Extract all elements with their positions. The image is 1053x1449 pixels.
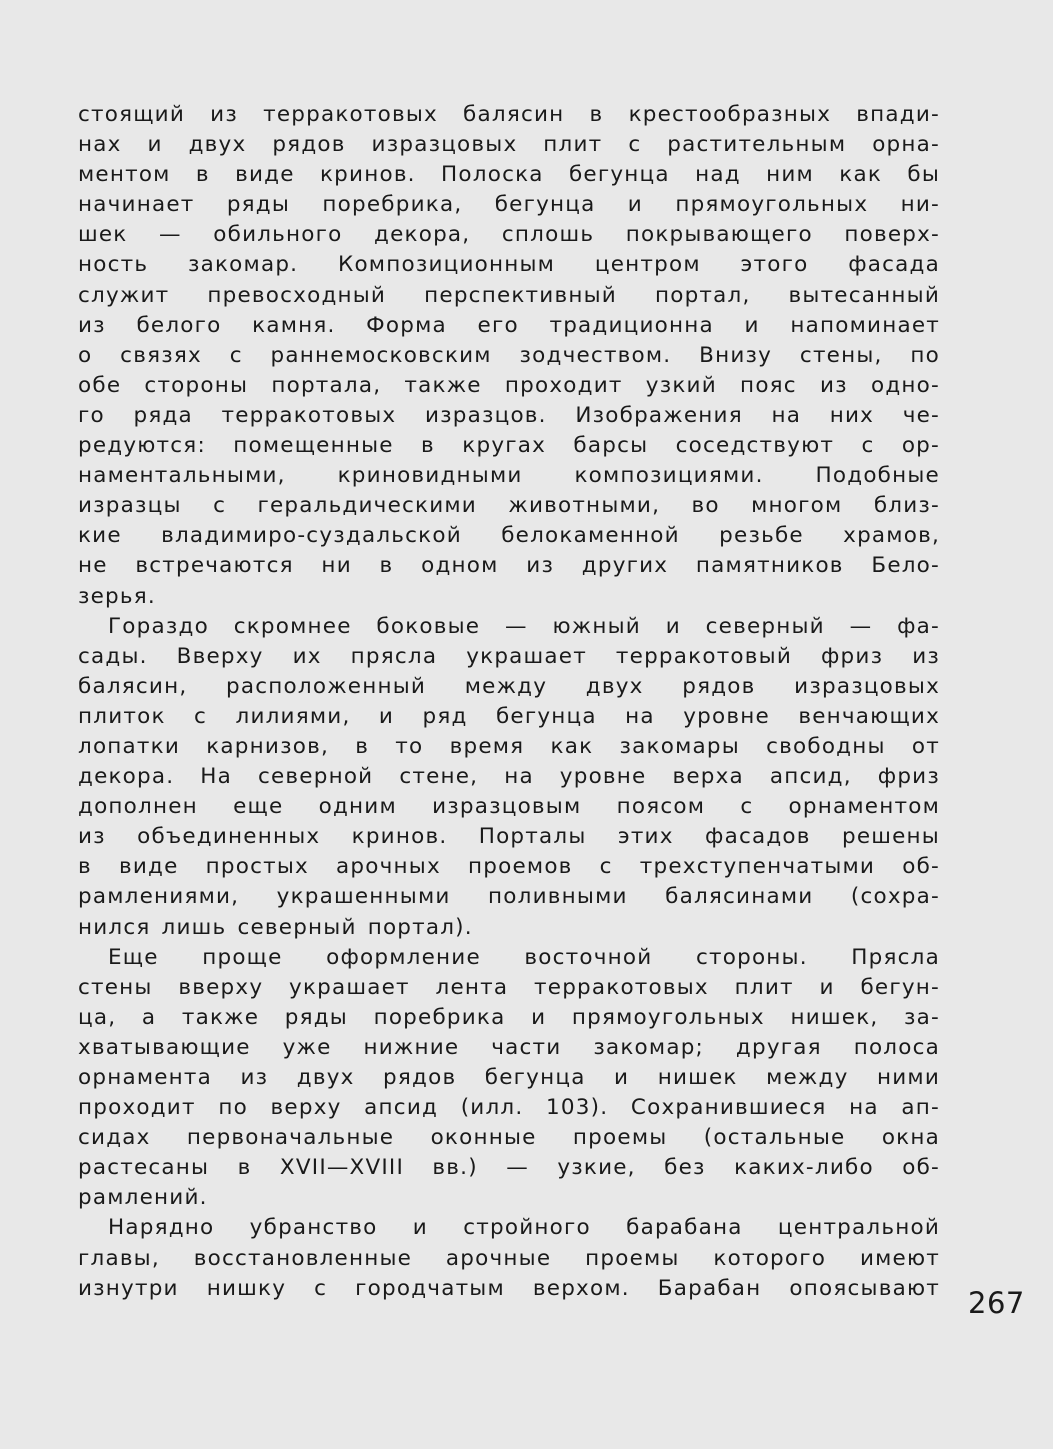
text-line: главы, восстановленные арочные проемы которого имеют xyxy=(78,1245,940,1271)
text-line: Нарядно убранство и стройного барабана центральной xyxy=(108,1215,940,1241)
text-line: рамлениями, украшенными поливными балясинами (сохра- xyxy=(78,884,940,910)
text-line: орнамента из двух рядов бегунца и нишек между ними xyxy=(78,1065,940,1090)
text-line: изразцы с геральдическими животными, во многом близ- xyxy=(78,493,940,519)
text-line: о связях с раннемосковским зодчеством. Внизу стены, по xyxy=(78,342,940,368)
text-line: проходит по верху апсид (илл. 103). Сохранившиеся на ап- xyxy=(78,1095,940,1121)
paragraph-2 xyxy=(78,612,940,943)
text-line: декора. На северной стене, на уровне верха апсид, фриз xyxy=(78,764,940,790)
text-line: начинает ряды поребрика, бегунца и прямоугольных ни- xyxy=(78,192,940,218)
text-line: в виде простых арочных проемов с трехступенчатыми об- xyxy=(78,854,940,880)
text-line: растесаны в XVII—XVIII вв.) — узкие, без каких-либо об- xyxy=(78,1155,940,1181)
text-line: Еще проще оформление восточной стороны. Прясла xyxy=(108,944,940,970)
text-line: редуются: помещенные в кругах барсы соседствуют с ор- xyxy=(78,433,940,459)
text-line: зерья. xyxy=(78,583,156,609)
text-line: рамлений. xyxy=(78,1185,208,1211)
text-line: го ряда терракотовых изразцов. Изображения на них че- xyxy=(78,402,940,428)
body-text xyxy=(78,100,940,1304)
text-line: стены вверху украшает лента терракотовых плит и бегун- xyxy=(78,974,940,1000)
text-line: не встречаются ни в одном из других памятников Бело- xyxy=(78,553,940,579)
text-line: балясин, расположенный между двух рядов изразцовых xyxy=(78,673,940,699)
text-line: ментом в виде кринов. Полоска бегунца над ним как бы xyxy=(78,162,940,188)
paragraph-3 xyxy=(78,943,940,1214)
text-line: нах и двух рядов изразцовых плит с растительным орна- xyxy=(78,132,940,158)
text-line: Гораздо скромнее боковые — южный и северный — фа- xyxy=(108,613,940,639)
page-number: 267 xyxy=(968,1286,1025,1320)
text-line: служит превосходный перспективный портал, вытесанный xyxy=(78,282,940,308)
text-line: кие владимиро-суздальской белокаменной резьбе храмов, xyxy=(78,523,940,549)
text-line: хватывающие уже нижние части закомар; другая полоса xyxy=(78,1034,940,1060)
text-line: шек — обильного декора, сплошь покрывающего поверх- xyxy=(78,222,940,248)
text-line: сады. Вверху их прясла украшает терракотовый фриз из xyxy=(78,643,940,669)
text-line: стоящий из терракотовых балясин в крестообразных впади- xyxy=(78,102,940,127)
paragraph-4 xyxy=(78,1213,940,1303)
text-line: ность закомар. Композиционным центром этого фасада xyxy=(78,252,940,278)
text-line: изнутри нишку с городчатым верхом. Барабан опоясывают xyxy=(78,1275,940,1301)
text-line: из белого камня. Форма его традиционна и напоминает xyxy=(78,312,940,338)
text-line: плиток с лилиями, и ряд бегунца на уровне венчающих xyxy=(78,703,940,729)
text-line: лопатки карнизов, в то время как закомары свободны от xyxy=(78,733,940,759)
text-line: ца, а также ряды поребрика и прямоугольных нишек, за- xyxy=(78,1004,940,1030)
text-line: из объединенных кринов. Порталы этих фасадов решены xyxy=(78,824,940,850)
text-line: сидах первоначальные оконные проемы (остальные окна xyxy=(78,1125,940,1151)
text-line: обе стороны портала, также проходит узкий пояс из одно- xyxy=(78,372,940,398)
paragraph-1 xyxy=(78,100,940,612)
text-line: наментальными, криновидными композициями. Подобные xyxy=(78,463,940,489)
text-line: дополнен еще одним изразцовым поясом с орнаментом xyxy=(78,794,940,820)
text-line: нился лишь северный портал). xyxy=(78,914,473,940)
